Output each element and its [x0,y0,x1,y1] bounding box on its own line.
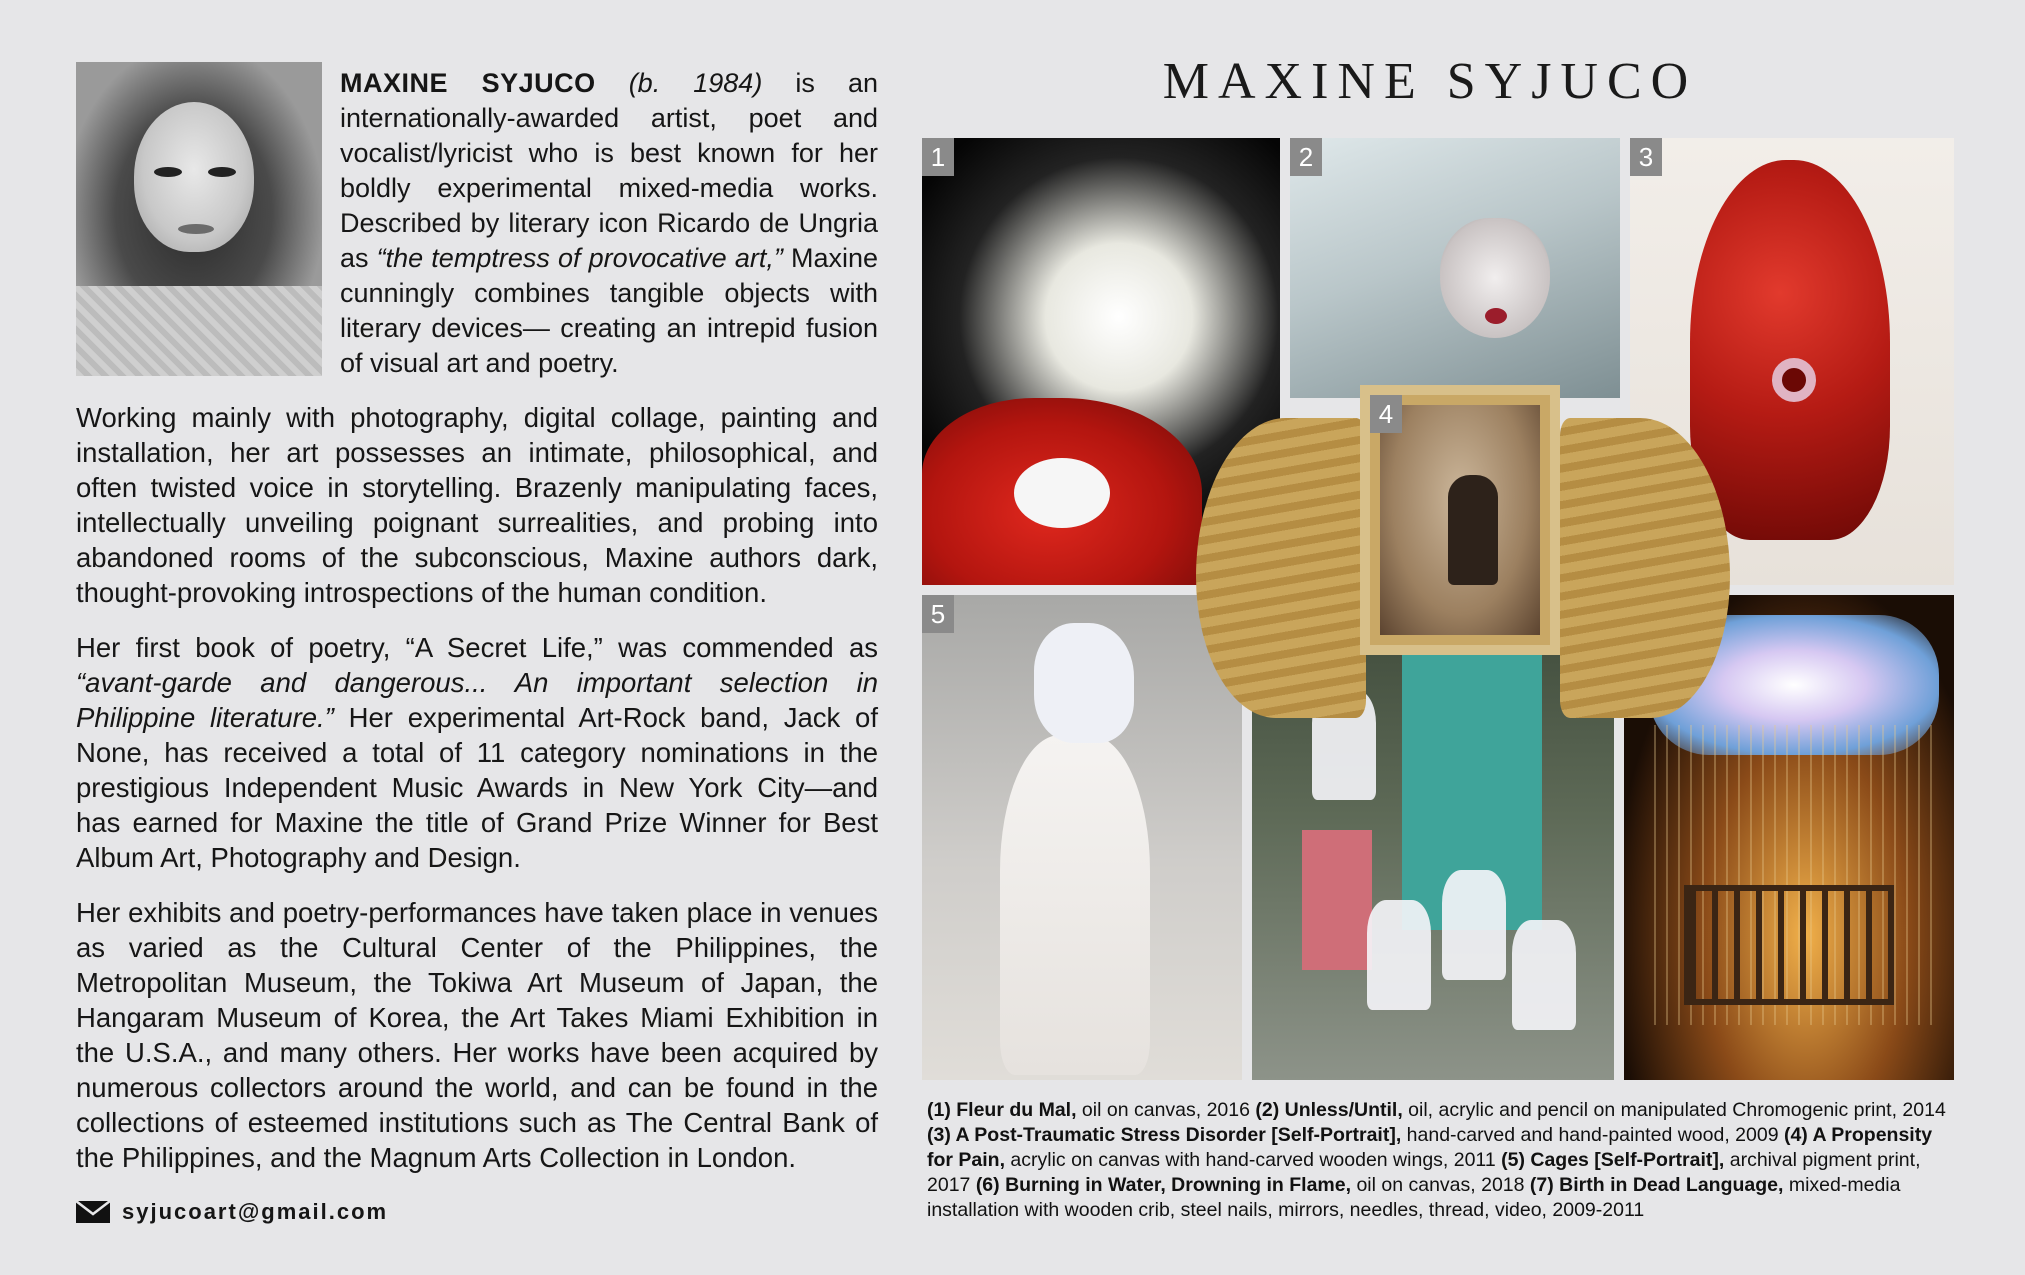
cat-mouth-shape [1485,308,1507,324]
intro-text-2: Maxine cunningly combines tangible objects with literary devices— creating an intrepid fusion of visual art and poetry. [340,243,878,378]
floating-dress [1512,920,1576,1030]
artwork-4-propensity-for-pain [1360,385,1560,655]
caption-title: (1) Fleur du Mal, [927,1099,1077,1121]
bio-paragraph-exhibits: Her exhibits and poetry-performances have taken place in venues as varied as the Cultural Center of the Philippines, the Metropolitan Museum, the Tokiwa Art Museum of Japan, the Hangaram Museum of Korea, the Art Takes Miami Exhibition in the U.S.A., and many others. Her works have been acquired by numerous collectors around the world, and can be found in the collections of esteemed institutions such as The Central Bank of the Philippines, and the Magnum Arts Collection in London. [76,897,878,1173]
portrait-lips [178,224,214,234]
floating-dress [1442,870,1506,980]
portrait-sweater [76,286,322,376]
caption-detail: oil on canvas, 2016 [1076,1099,1256,1121]
wooden-crib-shape [1684,885,1894,1005]
caption-detail: oil, acrylic and pencil on manipulated Chromogenic print, 2014 [1402,1099,1946,1121]
page-title: MAXINE SYJUCO [1162,53,1698,110]
artwork-number: 3 [1630,138,1662,176]
poetry-text-a: Her first book of poetry, “A Secret Life,” was commended as [76,632,878,663]
portrait-eye-left [154,167,182,177]
white-rabbit-shape [1014,458,1110,528]
caption-detail: acrylic on canvas with hand-carved wooden wings, 2011 [1005,1149,1502,1171]
artwork-number: 4 [1370,395,1402,433]
caption-title: (7) Birth in Dead Language, [1529,1174,1784,1196]
caption-detail: archival pigment print, 2017 [927,1149,1921,1196]
contact-email[interactable] [76,1197,388,1227]
pink-chair-shape [1302,830,1372,970]
birth-year: (b. 1984) [628,68,763,98]
intro-quote: “the temptress of provocative art,” [376,243,783,273]
caption-title: (2) Unless/Until, [1255,1099,1403,1121]
artist-portrait-image [76,62,322,376]
caption-title: (5) Cages [Self-Portrait], [1501,1149,1725,1171]
pink-ring-mouth [1772,358,1816,402]
caption-title: (6) Burning in Water, Drowning in Flame, [975,1174,1352,1196]
artwork-number: 1 [922,138,954,176]
portrait-eye-right [208,167,236,177]
artwork-number: 5 [922,595,954,633]
bio-paragraph-poetry [76,630,878,875]
artwork-number: 2 [1290,138,1322,176]
artwork-captions [927,1098,1962,1223]
seated-figure-shape [1448,475,1498,585]
floating-dress [1367,900,1431,1010]
caption-detail: hand-carved and hand-painted wood, 2009 [1401,1124,1784,1146]
caption-detail: mixed-media installation with wooden crib, steel nails, mirrors, needles, thread, video, 2009-2011 [927,1174,1901,1221]
envelope-icon [76,1201,110,1223]
red-carved-head [1690,160,1890,540]
caption-title: (4) A Propensity for Pain, [927,1124,1933,1171]
intro-paragraph [340,66,878,381]
artwork-5-cages [922,595,1242,1080]
email-address[interactable]: syjucoart@gmail.com [122,1199,389,1224]
paper-bag-head [1034,623,1134,743]
artwork-2-unless-until [1290,138,1620,398]
bio-paragraphs [76,400,878,1195]
poetry-text-b: Her experimental Art-Rock band, Jack of None, has received a total of 11 category nominations in the prestigious Independent Music Awards in New York City—and has earned for Maxine the title of Grand Prize Winner for Best Album Art, Photography and Design. [76,702,878,873]
artist-name-inline: MAXINE SYJUCO [340,68,596,98]
caption-title: (3) A Post-Traumatic Stress Disorder [Self-Portrait], [927,1124,1402,1146]
intro-text-1: is an internationally-awarded artist, poet and vocalist/lyricist who is best known for her boldly experimental mixed-media works. Described by literary icon Ricardo de Ungria as [340,68,878,273]
bio-paragraph-practice: Working mainly with photography, digital collage, painting and installation, her art possesses an intimate, philosophical, and often twisted voice in storytelling. Brazenly manipulating faces, intellectually unveiling poignant surrealities, and probing into abandoned rooms of the subconscious, Maxine authors dark, thought-provoking introspections of the human condition. [76,402,878,608]
caption-detail: oil on canvas, 2018 [1351,1174,1530,1196]
poetry-quote: “avant-garde and dangerous... An important selection in Philippine literature.” [76,667,878,733]
figure-in-white-dress [1000,735,1150,1075]
